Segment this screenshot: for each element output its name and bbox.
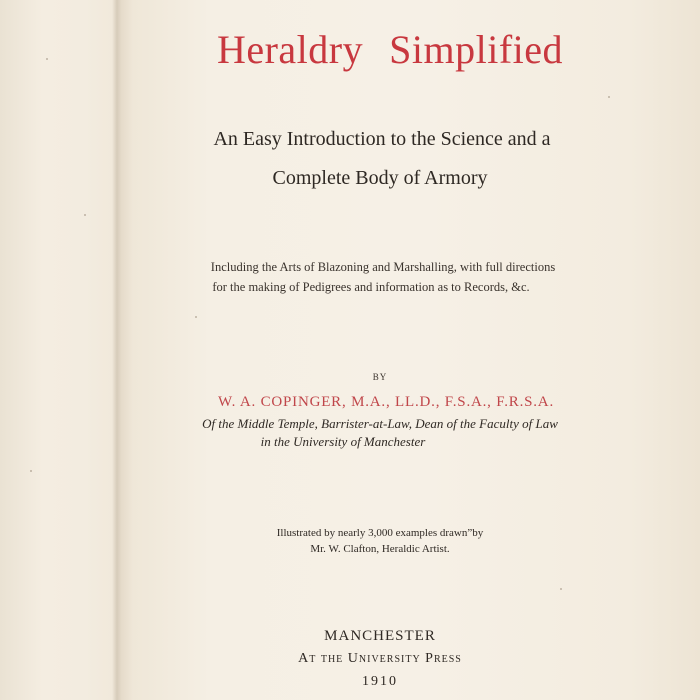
including-line-1: Including the Arts of Blazoning and Marshalling, with full directions: [210, 260, 556, 274]
book-title: [140, 26, 640, 73]
publisher-place: MANCHESTER: [324, 628, 436, 644]
paper-speck: [560, 588, 562, 590]
page-gutter-fold: [112, 0, 122, 700]
author-name: W. A. COPINGER, M.A., LL.D., F.S.A., F.R.S.A.: [217, 394, 554, 410]
title-word-heraldry: Heraldry: [216, 27, 364, 72]
paper-speck: [30, 470, 32, 472]
publication-year: 1910: [362, 674, 398, 689]
paper-speck: [84, 214, 86, 216]
paper-speck: [195, 316, 197, 318]
publisher-name: At the University Press: [298, 651, 462, 666]
illustrator-credit-line-2: Mr. W. Clafton, Heraldic Artist.: [310, 543, 450, 555]
paper-speck: [46, 58, 48, 60]
paper-speck: [608, 96, 610, 98]
including-line-2: for the making of Pedigrees and information as to Records, &c.: [212, 280, 530, 294]
title-word-simplified: Simplified: [389, 27, 564, 72]
illustrator-credit-line-1: Illustrated by nearly 3,000 examples drawn”by: [276, 527, 484, 539]
subtitle-line-2: Complete Body of Armory: [272, 167, 488, 189]
by-label: BY: [372, 372, 388, 382]
author-affiliation-line-2: in the University of Manchester: [260, 434, 426, 449]
subtitle-line-1: An Easy Introduction to the Science and a: [213, 128, 551, 150]
author-affiliation-line-1: Of the Middle Temple, Barrister-at-Law, Dean of the Faculty of Law: [202, 416, 558, 431]
